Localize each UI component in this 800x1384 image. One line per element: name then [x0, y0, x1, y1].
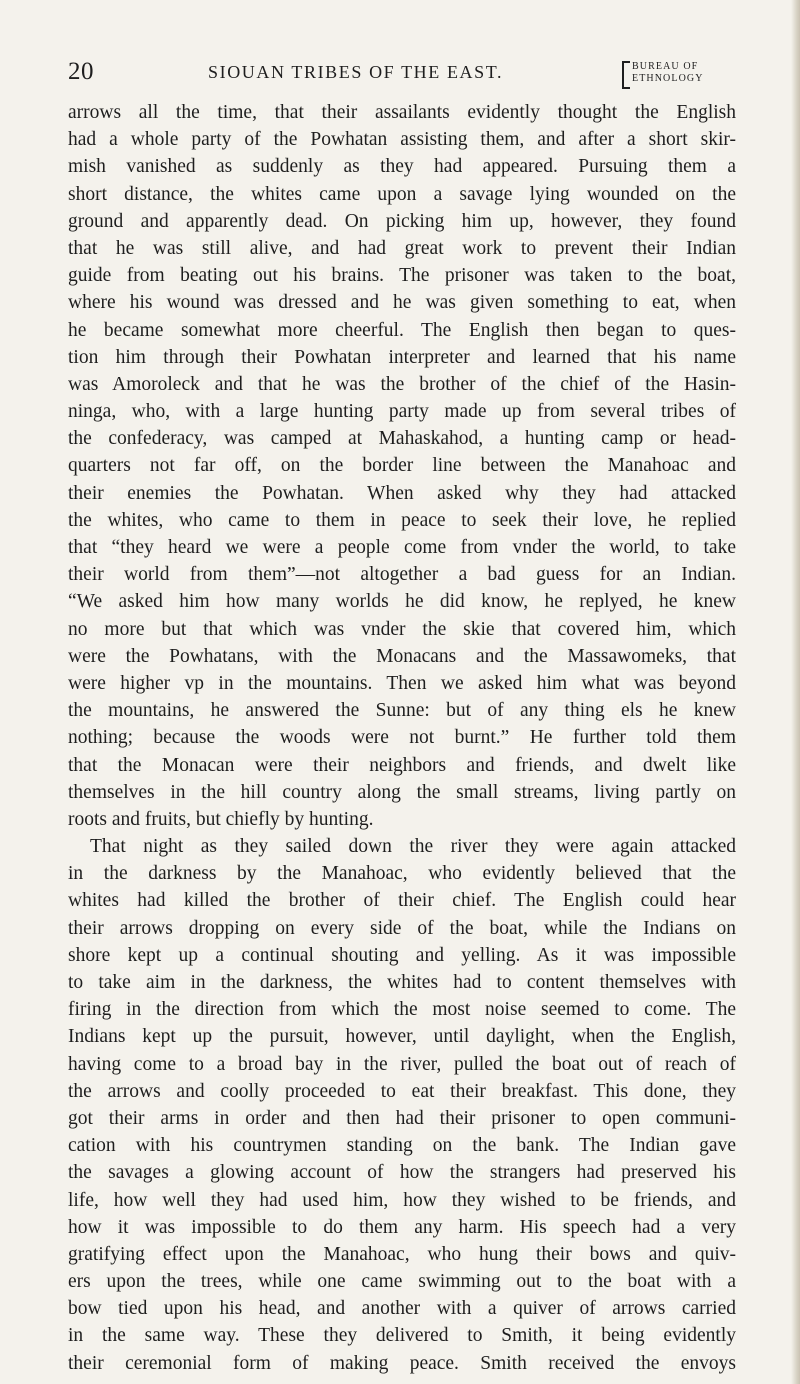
text-line: “We asked him how many worlds he did know, he replyed, he knew	[68, 591, 736, 613]
running-title: SIOUAN TRIBES OF THE EAST.	[208, 62, 504, 82]
text-line: quarters not far off, on the border line between the Manahoac and	[68, 455, 736, 477]
text-line: were higher vp in the mountains. Then we asked him what was beyond	[68, 672, 736, 694]
text-line: their world from them”—not altogether a bad guess for an Indian.	[68, 564, 736, 586]
page-edge-shadow	[791, 0, 800, 1384]
text-line: in the darkness by the Manahoac, who evidently believed that the	[68, 863, 736, 885]
text-line: that “they heard we were a people come from vnder the world, to take	[68, 537, 736, 558]
bracket-mark	[622, 61, 630, 89]
text-line: firing in the direction from which the most noise seemed to come. The	[68, 999, 736, 1021]
text-line: the confederacy, was camped at Mahaskahod, a hunting camp or head-	[68, 428, 736, 450]
text-line: the arrows and coolly proceeded to eat their breakfast. This done, they	[68, 1080, 736, 1102]
page-number: 20	[68, 58, 94, 85]
text-line: life, how well they had used him, how they wished to be friends, and	[68, 1189, 736, 1211]
text-line: that he was still alive, and had great work to prevent their Indian	[68, 237, 736, 259]
text-line: their ceremonial form of making peace. Smith received the envoys	[68, 1352, 736, 1374]
paragraph-start-line: That night as they sailed down the river they were again attacked	[90, 836, 736, 858]
text-line: the mountains, he answered the Sunne: but of any thing els he knew	[68, 700, 736, 722]
text-line: that the Monacan were their neighbors and friends, and dwelt like	[68, 754, 736, 776]
text-line: the savages a glowing account of how the strangers had preserved his	[68, 1162, 736, 1184]
body-text	[68, 99, 736, 1377]
text-line: he became somewhat more cheerful. The English then began to ques-	[68, 319, 736, 341]
text-line: had a whole party of the Powhatan assisting them, and after a short skir-	[68, 129, 736, 151]
text-line: their arrows dropping on every side of the boat, while the Indians on	[68, 917, 736, 939]
text-line: how it was impossible to do them any harm. His speech had a very	[68, 1216, 736, 1238]
text-line: were the Powhatans, with the Monacans and the Massawomeks, that	[68, 645, 736, 667]
text-line: was Amoroleck and that he was the brother of the chief of the Hasin-	[68, 373, 736, 395]
text-line: arrows all the time, that their assailants evidently thought the English	[68, 102, 736, 123]
text-line: no more but that which was vnder the skie that covered him, which	[68, 618, 736, 640]
text-line: gratifying effect upon the Manahoac, who hung their bows and quiv-	[68, 1243, 736, 1265]
text-line: the whites, who came to them in peace to seek their love, he replied	[68, 509, 736, 531]
text-line: tion him through their Powhatan interpreter and learned that his name	[68, 346, 736, 368]
paragraph-end-line: roots and fruits, but chiefly by hunting.	[68, 808, 374, 830]
text-line: themselves in the hill country along the small streams, living partly on	[68, 781, 736, 803]
text-line: having come to a broad bay in the river, pulled the boat out of reach of	[68, 1053, 736, 1075]
page-header	[68, 58, 736, 88]
text-line: cation with his countrymen standing on the bank. The Indian gave	[68, 1135, 736, 1157]
bureau-label-line1: BUREAU OF	[632, 61, 699, 72]
text-line: bow tied upon his head, and another with a quiver of arrows carried	[68, 1298, 736, 1320]
text-line: ninga, who, with a large hunting party made up from several tribes of	[68, 401, 736, 423]
text-line: to take aim in the darkness, the whites had to content themselves with	[68, 972, 736, 993]
bureau-label	[622, 60, 736, 90]
text-line: their enemies the Powhatan. When asked why they had attacked	[68, 482, 736, 504]
text-line: ground and apparently dead. On picking him up, however, they found	[68, 210, 736, 232]
text-line: nothing; because the woods were not burnt.” He further told them	[68, 727, 736, 749]
text-line: whites had killed the brother of their chief. The English could hear	[68, 890, 736, 912]
text-line: short distance, the whites came upon a savage lying wounded on the	[68, 183, 736, 205]
text-line: shore kept up a continual shouting and yelling. As it was impossible	[68, 944, 736, 966]
text-line: where his wound was dressed and he was given something to eat, when	[68, 292, 736, 314]
text-line: guide from beating out his brains. The prisoner was taken to the boat,	[68, 265, 736, 287]
text-line: in the same way. These they delivered to Smith, it being evidently	[68, 1325, 736, 1347]
text-line: got their arms in order and then had their prisoner to open communi-	[68, 1107, 736, 1129]
text-line: mish vanished as suddenly as they had appeared. Pursuing them a	[68, 156, 736, 178]
text-line: ers upon the trees, while one came swimming out to the boat with a	[68, 1271, 736, 1293]
text-line: Indians kept up the pursuit, however, until daylight, when the English,	[68, 1026, 736, 1048]
bureau-label-line2: ETHNOLOGY	[632, 73, 704, 84]
